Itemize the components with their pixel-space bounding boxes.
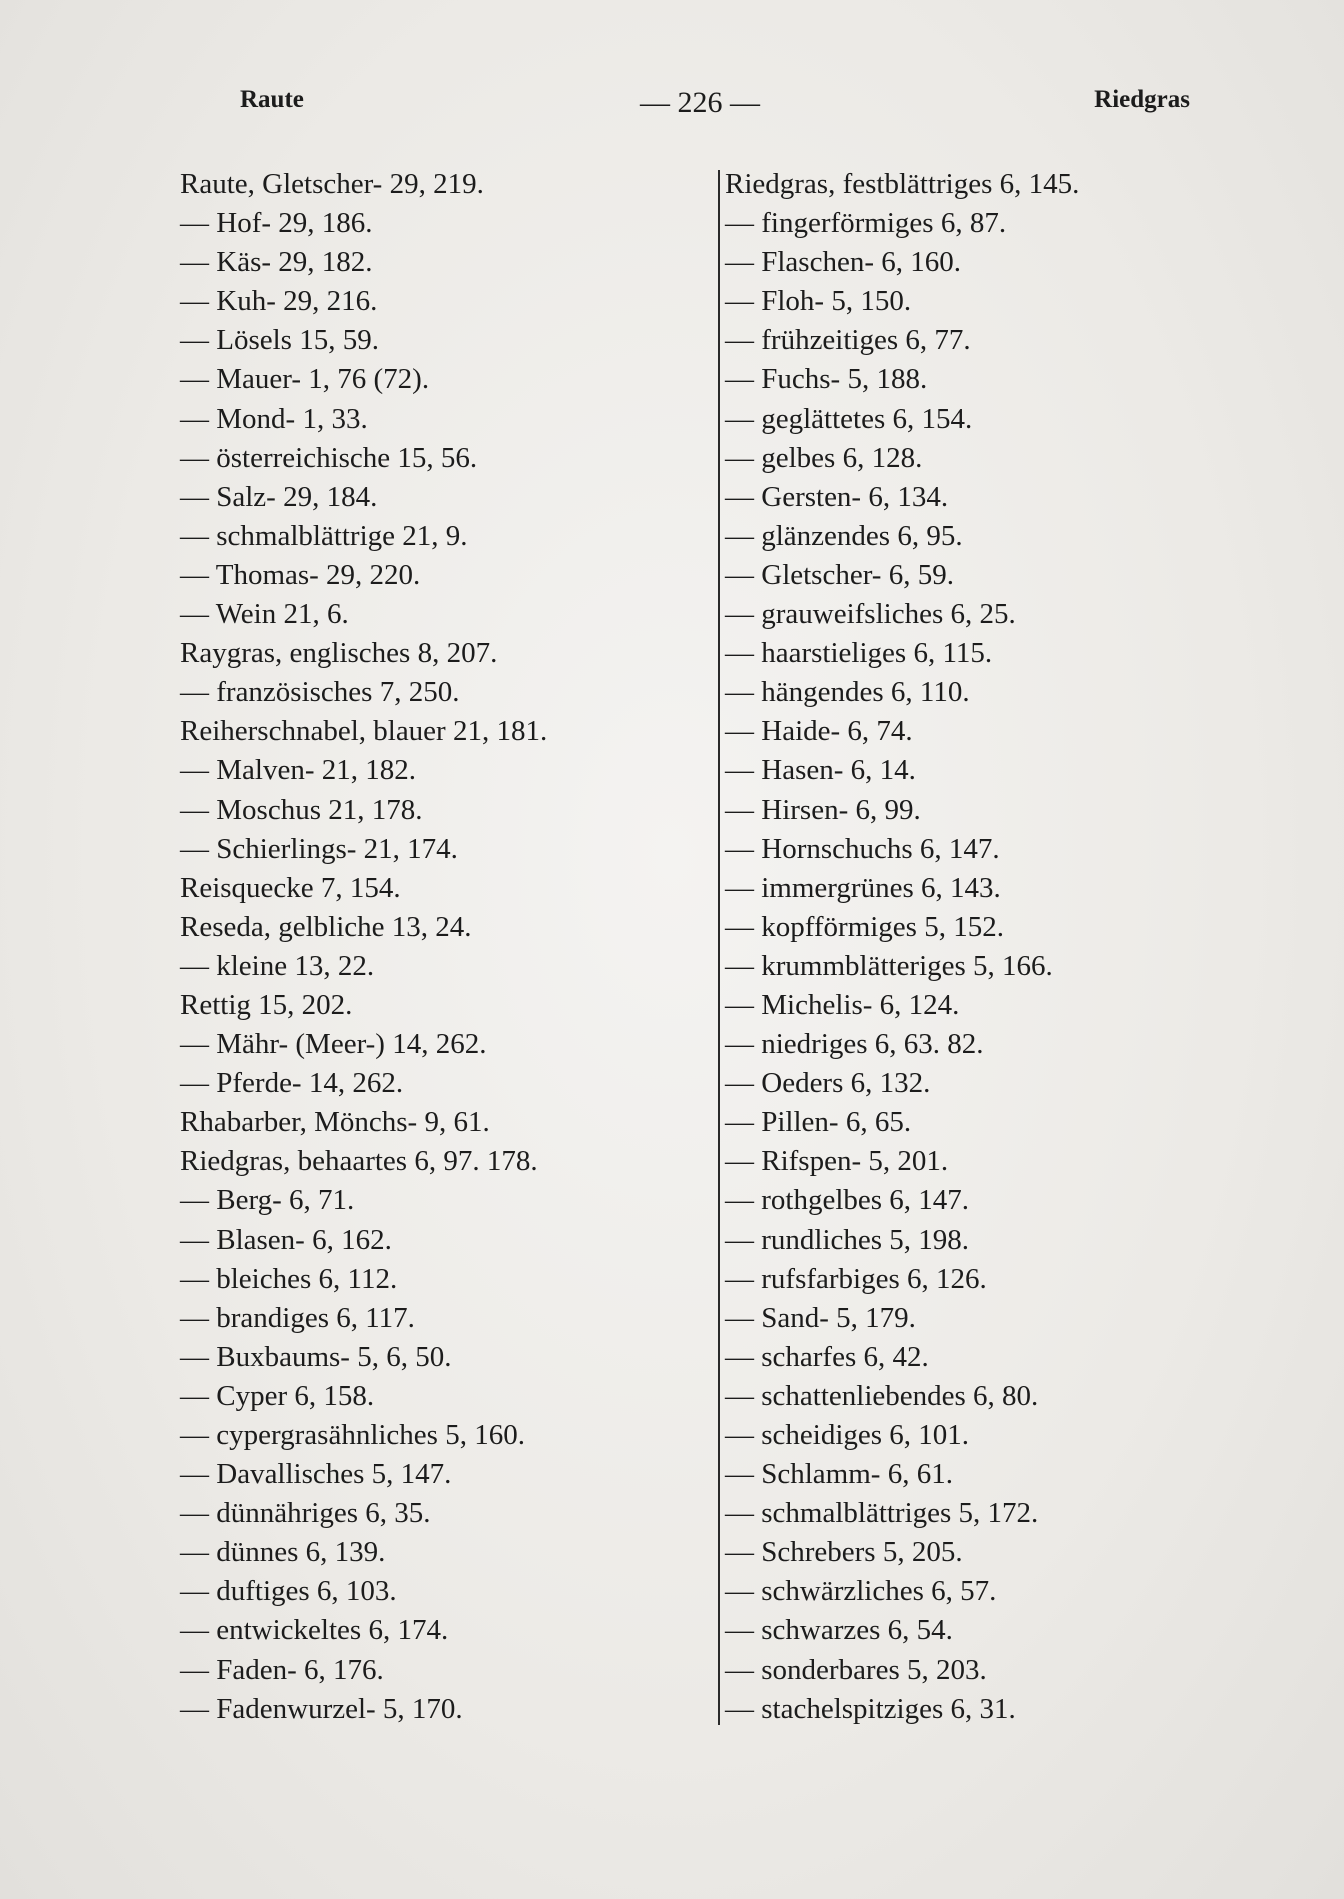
index-entry: Reseda, gelbliche 13, 24.	[180, 910, 472, 943]
index-entry: — Pferde- 14, 262.	[180, 1067, 404, 1100]
index-entry: — österreichische 15, 56.	[180, 441, 478, 474]
index-entry: — Salz- 29, 184.	[180, 480, 378, 513]
index-entry: — glänzendes 6, 95.	[725, 519, 963, 552]
index-entry: — frühzeitiges 6, 77.	[725, 324, 971, 357]
index-column-right	[725, 165, 1245, 1729]
index-entry: — grauweifsliches 6, 25.	[725, 598, 1016, 631]
header-right-catchword: Riedgras	[1094, 86, 1190, 113]
index-entry: — Floh- 5, 150.	[725, 285, 912, 318]
index-entry: — Mond- 1, 33.	[180, 402, 368, 435]
index-entry: — sonderbares 5, 203.	[725, 1653, 987, 1686]
index-entry: Raute, Gletscher- 29, 219.	[180, 168, 484, 200]
index-entry: — schwärzliches 6, 57.	[725, 1575, 997, 1608]
index-entry: — schmalblättrige 21, 9.	[180, 519, 468, 552]
index-entry: — Buxbaums- 5, 6, 50.	[180, 1340, 452, 1373]
index-entry: — haarstieliges 6, 115.	[725, 637, 993, 670]
index-entry: — immergrünes 6, 143.	[725, 871, 1001, 904]
index-entry: Riedgras, festblättriges 6, 145.	[725, 168, 1080, 200]
index-entry: — Mauer- 1, 76 (72).	[180, 363, 430, 396]
index-entry: — gelbes 6, 128.	[725, 441, 923, 474]
index-entry: — Cyper 6, 158.	[180, 1379, 375, 1412]
index-entry: — Rifspen- 5, 201.	[725, 1145, 949, 1178]
index-column-left	[180, 165, 720, 1729]
index-entry: — brandiges 6, 117.	[180, 1301, 415, 1334]
index-entry: — schwarzes 6, 54.	[725, 1614, 953, 1647]
index-entry: — Fuchs- 5, 188.	[725, 363, 928, 396]
index-entry: — entwickeltes 6, 174.	[180, 1614, 449, 1647]
index-entry: — Hof- 29, 186.	[180, 207, 373, 240]
column-divider	[718, 170, 720, 1725]
index-entry: — duftiges 6, 103.	[180, 1575, 397, 1608]
index-entry: Riedgras, behaartes 6, 97. 178.	[180, 1145, 538, 1178]
index-entry: — Schrebers 5, 205.	[725, 1536, 963, 1569]
index-entry: — Faden- 6, 176.	[180, 1653, 384, 1686]
index-entry: — Thomas- 29, 220.	[180, 558, 421, 591]
index-entry: — Käs- 29, 182.	[180, 246, 373, 279]
index-entry: — Malven- 21, 182.	[180, 754, 416, 787]
index-entry: — Schlamm- 6, 61.	[725, 1458, 953, 1491]
index-entry: — Davallisches 5, 147.	[180, 1458, 452, 1491]
index-entry: — Lösels 15, 59.	[180, 324, 379, 357]
index-entry: — Oeders 6, 132.	[725, 1067, 931, 1100]
index-entry: — dünnähriges 6, 35.	[180, 1497, 431, 1530]
header-left-catchword: Raute	[240, 86, 304, 113]
index-entry: — kleine 13, 22.	[180, 949, 375, 982]
page-number: — 226 —	[640, 86, 760, 119]
index-entry: — Wein 21, 6.	[180, 598, 349, 631]
index-entry: — dünnes 6, 139.	[180, 1536, 386, 1569]
index-entry: — rothgelbes 6, 147.	[725, 1184, 970, 1217]
index-entry: — französisches 7, 250.	[180, 676, 460, 709]
index-entry: — stachelspitziges 6, 31.	[725, 1692, 1016, 1725]
index-entry: — Blasen- 6, 162.	[180, 1223, 392, 1256]
index-entry: — Michelis- 6, 124.	[725, 988, 960, 1021]
index-entry: Reisquecke 7, 154.	[180, 871, 401, 904]
index-entry: — Hornschuchs 6, 147.	[725, 832, 1000, 865]
index-entry: — rufsfarbiges 6, 126.	[725, 1262, 987, 1295]
index-entry: — rundliches 5, 198.	[725, 1223, 970, 1256]
index-entry: — Haide- 6, 74.	[725, 715, 913, 748]
index-entry: — Gletscher- 6, 59.	[725, 558, 954, 591]
index-entry: — niedriges 6, 63. 82.	[725, 1028, 984, 1061]
index-entry: — fingerförmiges 6, 87.	[725, 207, 1007, 240]
index-entry: — Hasen- 6, 14.	[725, 754, 916, 787]
index-entry: — krummblätteriges 5, 166.	[725, 949, 1053, 982]
index-entry: — Pillen- 6, 65.	[725, 1106, 912, 1139]
index-entry: Rettig 15, 202.	[180, 988, 353, 1021]
index-entry: — Mähr- (Meer-) 14, 262.	[180, 1028, 487, 1061]
index-entry: — Sand- 5, 179.	[725, 1301, 916, 1334]
index-entry: — cypergrasähnliches 5, 160.	[180, 1419, 525, 1451]
index-entry: — Gersten- 6, 134.	[725, 480, 949, 513]
index-entry: — geglättetes 6, 154.	[725, 402, 973, 435]
index-entry: — Flaschen- 6, 160.	[725, 246, 961, 279]
index-entry: — Fadenwurzel- 5, 170.	[180, 1692, 463, 1725]
index-entry: Raygras, englisches 8, 207.	[180, 637, 498, 670]
page-header	[240, 86, 1190, 126]
index-entry: — hängendes 6, 110.	[725, 676, 970, 709]
index-entry: — Schierlings- 21, 174.	[180, 832, 458, 865]
index-entry: — Kuh- 29, 216.	[180, 285, 378, 318]
index-entry: — schmalblättriges 5, 172.	[725, 1497, 1039, 1530]
index-entry: — Berg- 6, 71.	[180, 1184, 355, 1217]
index-entry: — scheidiges 6, 101.	[725, 1419, 970, 1451]
index-entry: — kopfförmiges 5, 152.	[725, 910, 1004, 943]
index-entry: — scharfes 6, 42.	[725, 1340, 929, 1373]
index-entry: — bleiches 6, 112.	[180, 1262, 398, 1295]
index-entry: Rhabarber, Mönchs- 9, 61.	[180, 1106, 490, 1139]
index-entry: Reiherschnabel, blauer 21, 181.	[180, 715, 548, 748]
index-entry: — Hirsen- 6, 99.	[725, 793, 921, 826]
index-entry: — schattenliebendes 6, 80.	[725, 1379, 1039, 1412]
index-entry: — Moschus 21, 178.	[180, 793, 423, 826]
